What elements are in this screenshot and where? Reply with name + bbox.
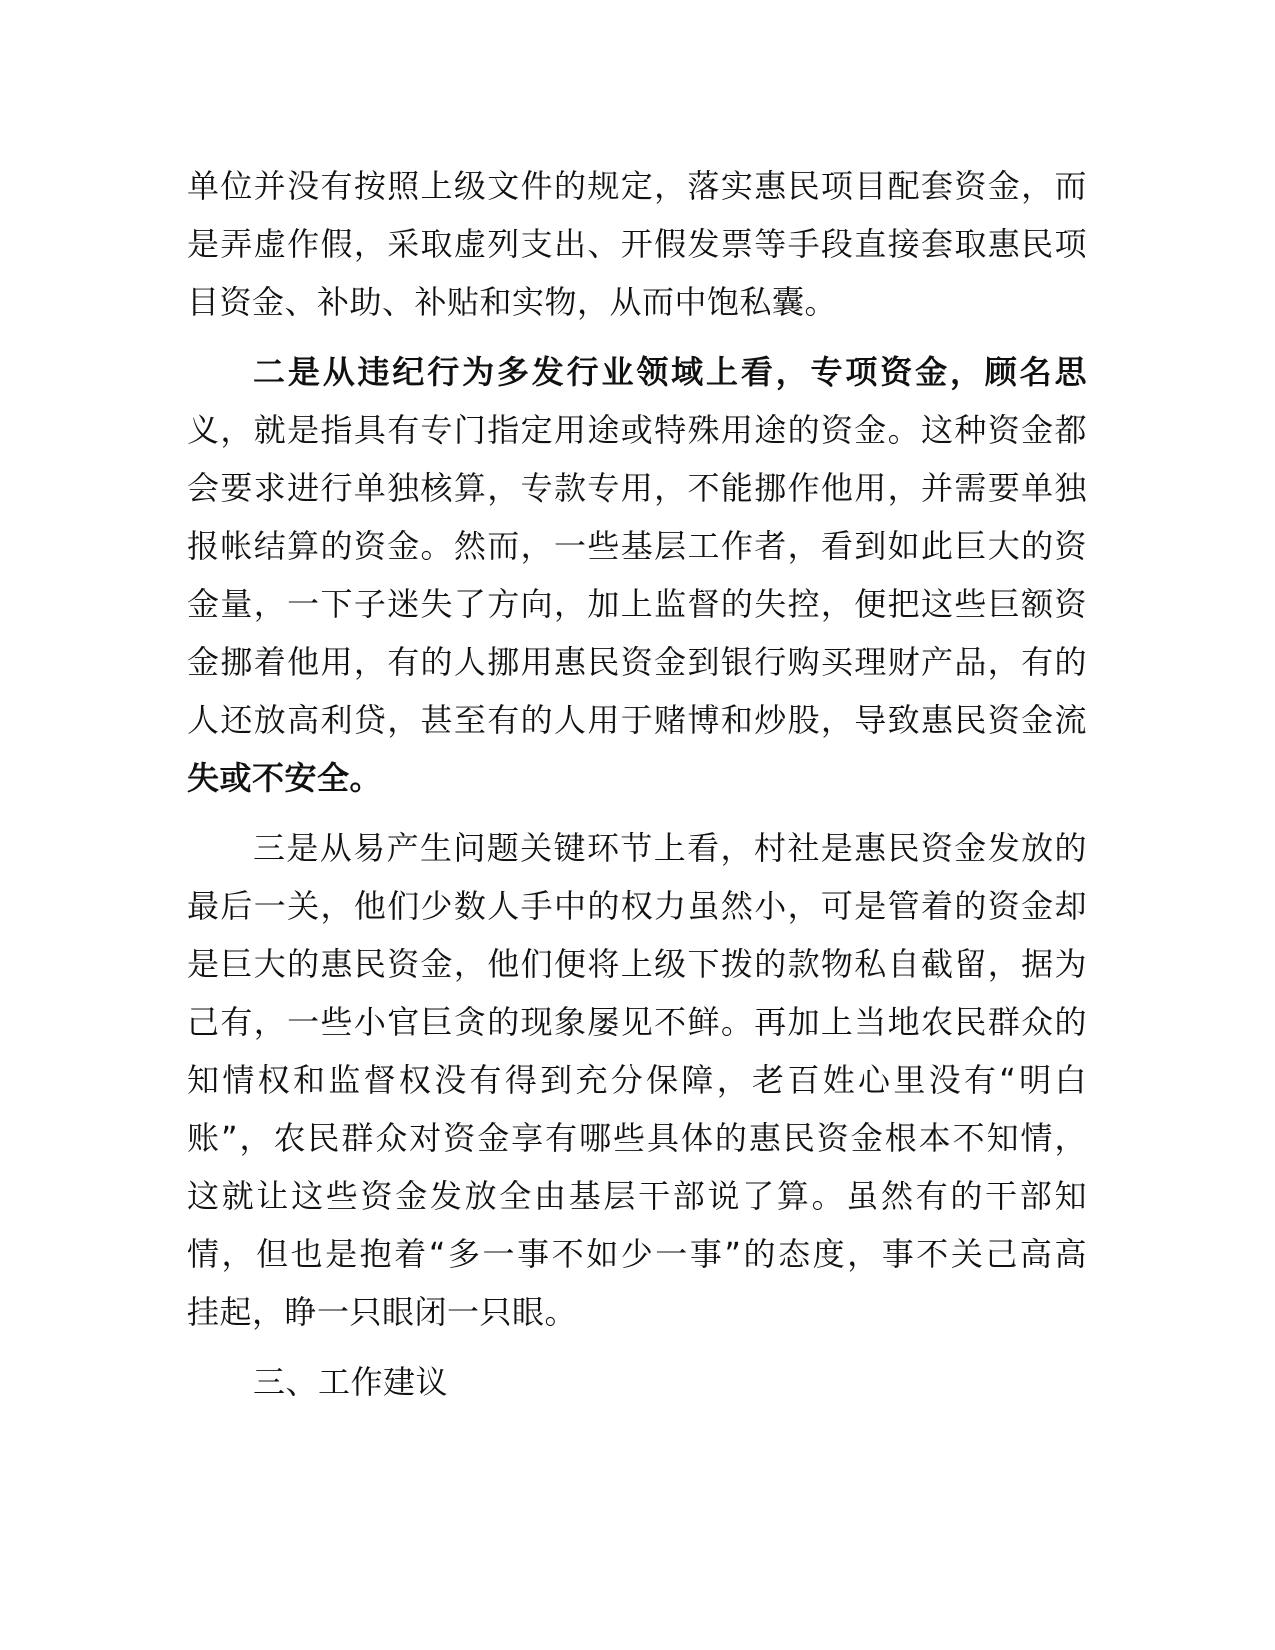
text-line: 单位并没有按照上级文件的规定，落实惠民项目配套资金，而	[187, 167, 1087, 205]
text-line: 会要求进行单独核算，专款专用，不能挪作他用，并需要单独	[187, 469, 1087, 507]
text-line: 目资金、补助、补贴和实物，从而中饱私囊。	[187, 283, 838, 321]
text-line: 知情权和监督权没有得到充分保障，老百姓心里没有“明白	[187, 1061, 1087, 1099]
text-line: 人还放高利贷，甚至有的人用于赌博和炒股，导致惠民资金流	[187, 701, 1087, 739]
text-line: 挂起，睁一只眼闭一只眼。	[187, 1293, 578, 1331]
text-line: 己有，一些小官巨贪的现象屡见不鲜。再加上当地农民群众的	[187, 1003, 1087, 1041]
text-line: 最后一关，他们少数人手中的权力虽然小，可是管着的资金却	[187, 887, 1087, 925]
paragraph-1	[187, 157, 1087, 331]
section-heading	[187, 1353, 1087, 1411]
heading-text: 三、工作建议	[253, 1363, 449, 1401]
text-line: 情，但也是抱着“多一事不如少一事”的态度，事不关己高高	[187, 1235, 1087, 1273]
text-line: 金量，一下子迷失了方向，加上监督的失控，便把这些巨额资	[187, 585, 1087, 623]
paragraph-3	[187, 819, 1087, 1341]
text-line: 失或不安全。	[187, 759, 383, 797]
text-line: 是弄虚作假，采取虚列支出、开假发票等手段直接套取惠民项	[187, 225, 1087, 263]
text-line: 这就让这些资金发放全由基层干部说了算。虽然有的干部知	[187, 1177, 1087, 1215]
text-line: 报帐结算的资金。然而，一些基层工作者，看到如此巨大的资	[187, 527, 1087, 565]
text-line: 义，就是指具有专门指定用途或特殊用途的资金。这种资金都	[187, 411, 1087, 449]
document-body	[187, 157, 1087, 1411]
text-line: 三是从易产生问题关键环节上看，村社是惠民资金发放的	[253, 829, 1087, 867]
text-line: 账”，农民群众对资金享有哪些具体的惠民资金根本不知情，	[187, 1119, 1087, 1157]
text-line: 金挪着他用，有的人挪用惠民资金到银行购买理财产品，有的	[187, 643, 1087, 681]
paragraph-2	[187, 343, 1087, 807]
text-line: 是巨大的惠民资金，他们便将上级下拨的款物私自截留，据为	[187, 945, 1087, 983]
text-line: 二是从违纪行为多发行业领域上看，专项资金，顾名思	[253, 353, 1087, 391]
